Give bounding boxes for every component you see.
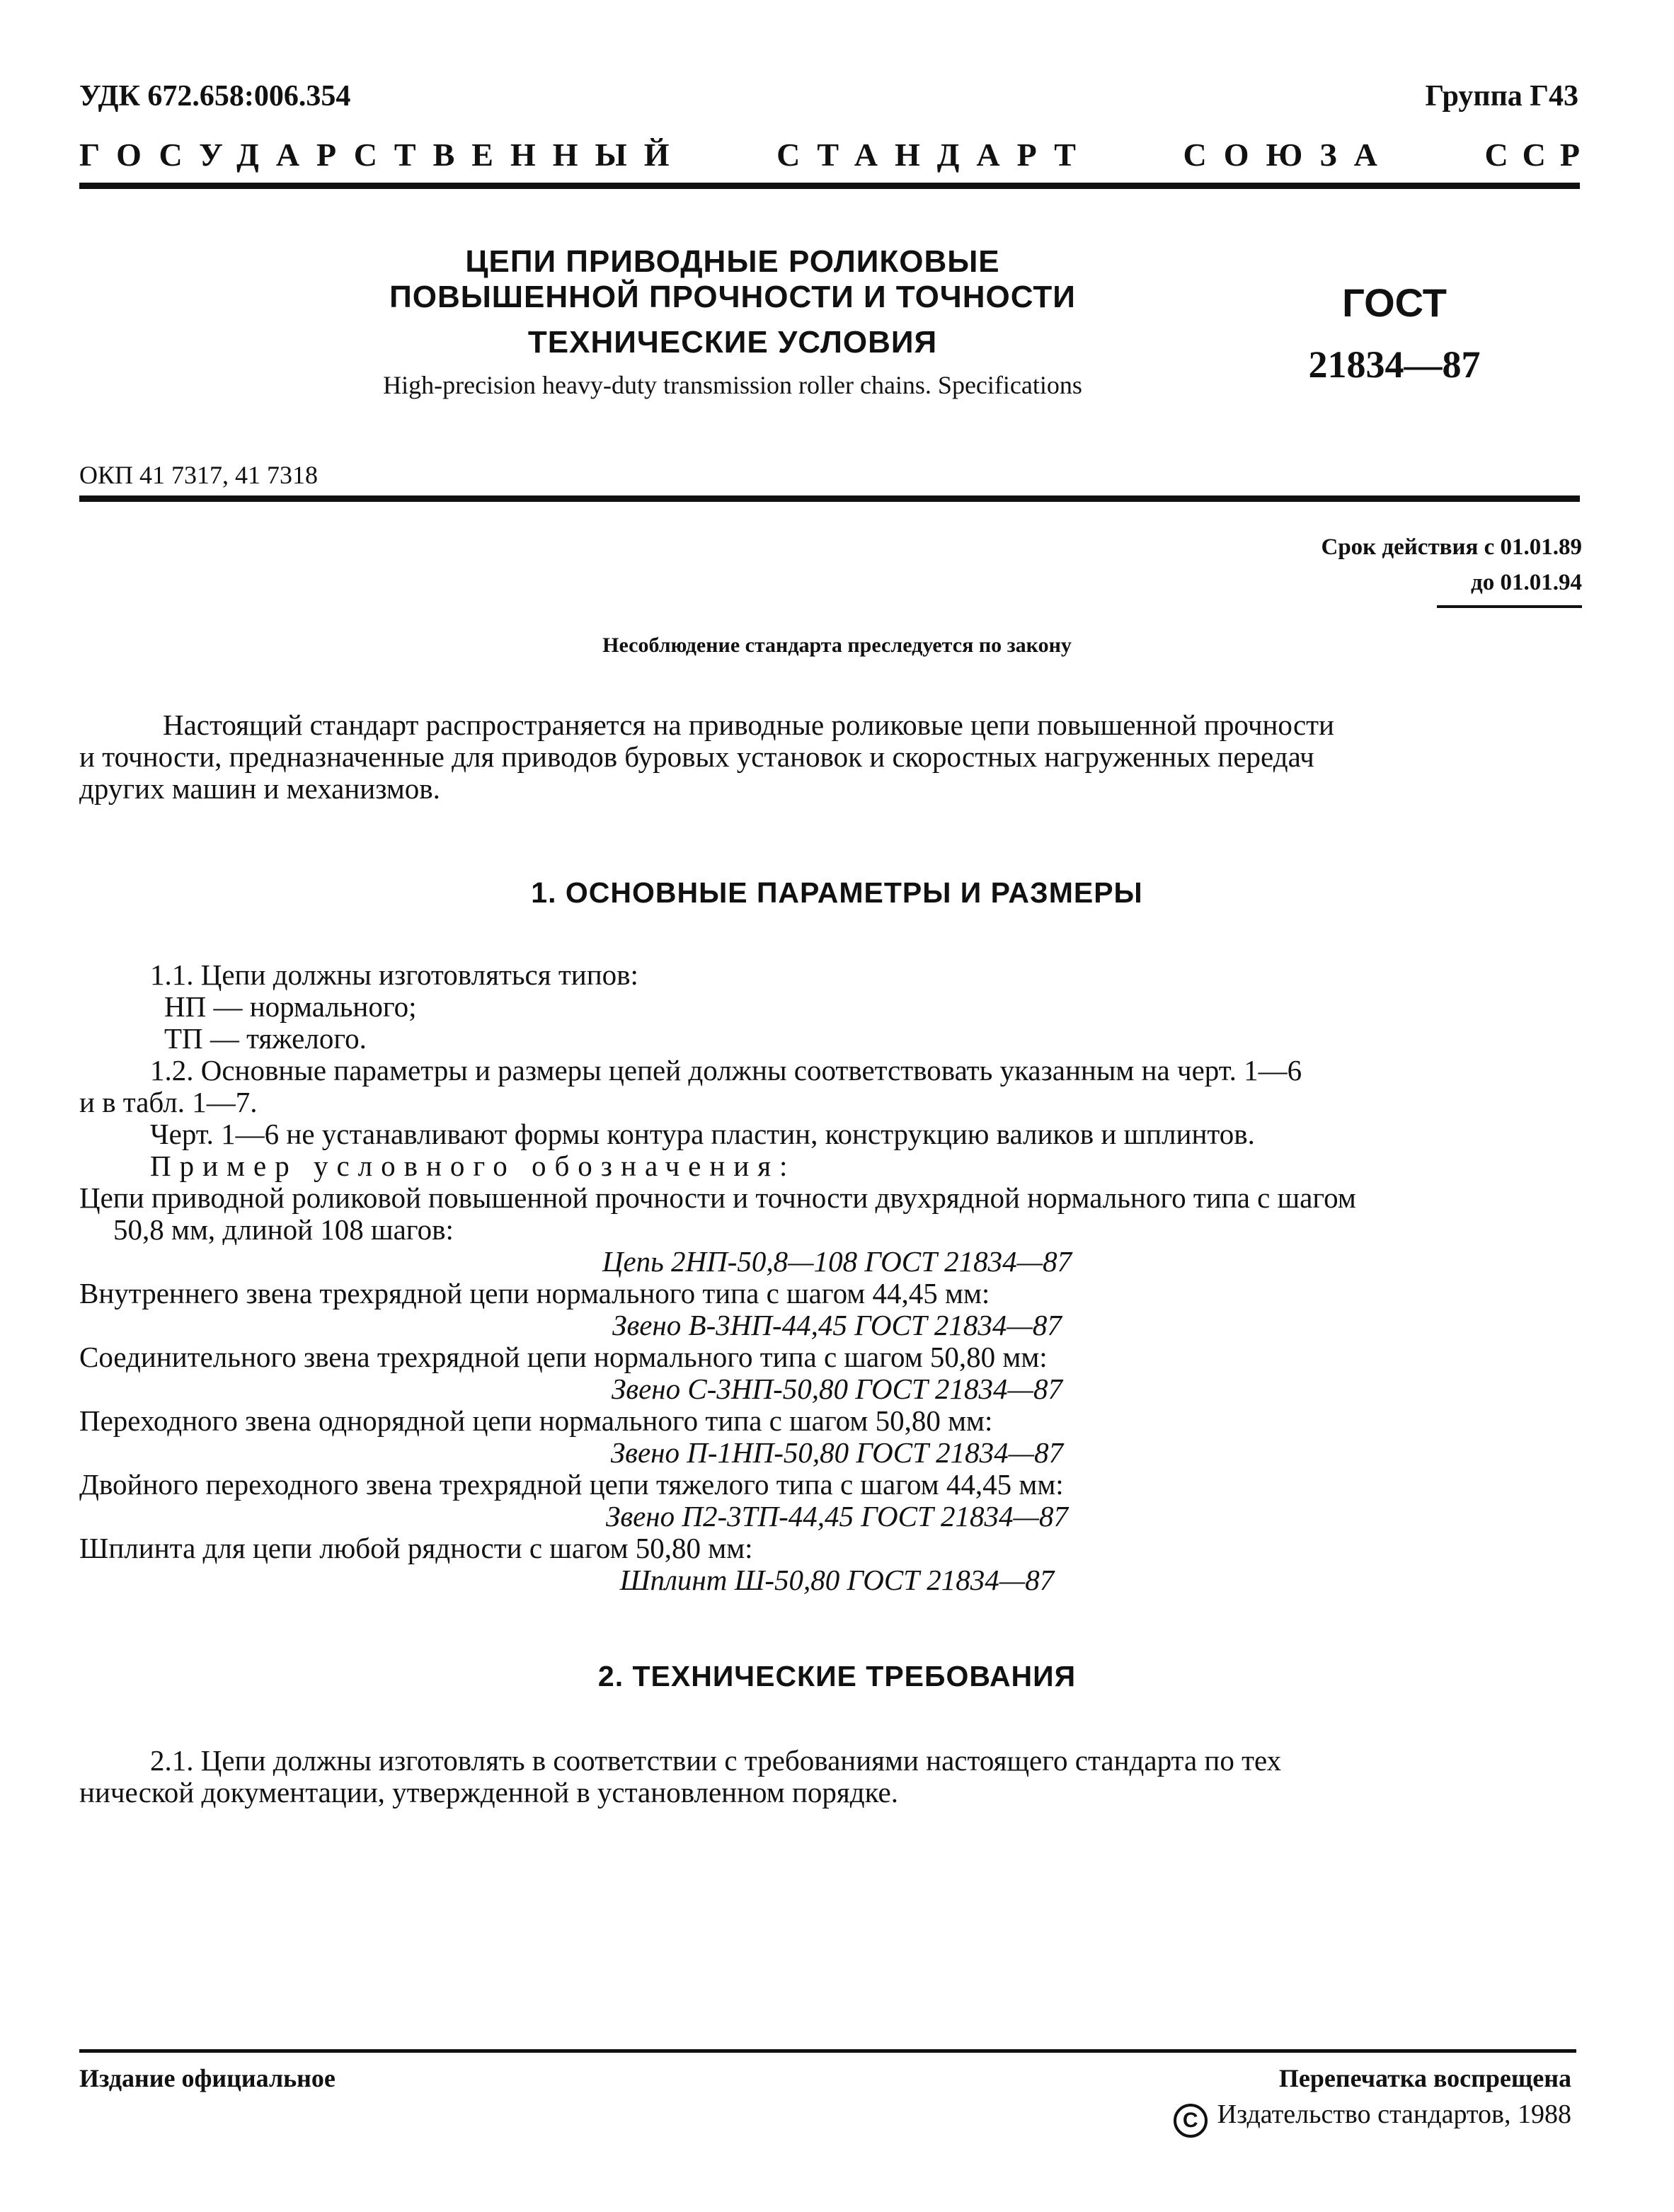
clause-1-1: 1.1. Цепи должны изготовляться типов: — [150, 958, 638, 991]
example-4-text: Переходного звена однорядной цепи нормального типа с шагом 50,80 мм: — [79, 1404, 993, 1437]
intro-line-2: и точности, предназначенные для приводов буровых установок и скоростных нагруженных передач — [79, 740, 1314, 773]
intro-line-3: других машин и механизмов. — [79, 772, 440, 805]
udk-code: УДК 672.658:006.354 — [79, 80, 351, 113]
official-edition: Издание официальное — [79, 2064, 336, 2092]
section-1-heading: 1. ОСНОВНЫЕ ПАРАМЕТРЫ И РАЗМЕРЫ — [531, 876, 1143, 909]
state-standard-banner — [79, 136, 1594, 173]
banner-word-4: ССР — [1484, 137, 1594, 173]
gost-number: 21834—87 — [1308, 343, 1481, 386]
example-1-code: Цепь 2НП-50,8—108 ГОСТ 21834—87 — [602, 1245, 1072, 1278]
banner-word-1: ГОСУДАРСТВЕННЫЙ — [79, 137, 687, 173]
type-np: НП — нормального; — [164, 990, 417, 1023]
footer-rule — [79, 2049, 1576, 2053]
example-1-line-1: Цепи приводной роликовой повышенной прочности и точности двухрядной нормального типа с шагом — [79, 1181, 1356, 1214]
validity-to: до 01.01.94 — [1471, 570, 1582, 595]
banner-word-2: СТАНДАРТ — [776, 137, 1093, 173]
title-line-3: ТЕХНИЧЕСКИЕ УСЛОВИЯ — [527, 325, 938, 360]
example-2-text: Внутреннего звена трехрядной цепи нормального типа с шагом 44,45 мм: — [79, 1277, 990, 1310]
example-5-text: Двойного переходного звена трехрядной цепи тяжелого типа с шагом 44,45 мм: — [79, 1468, 1064, 1501]
title-line-2: ПОВЫШЕННОЙ ПРОЧНОСТИ И ТОЧНОСТИ — [389, 280, 1076, 314]
example-5-code: Звено П2-3ТП-44,45 ГОСТ 21834—87 — [606, 1500, 1068, 1532]
example-6-text: Шплинта для цепи любой рядности с шагом 50,80 мм: — [79, 1532, 753, 1564]
title-english: High-precision heavy-duty transmission roller chains. Specifications — [383, 371, 1082, 399]
clause-2-1-line-2: нической документации, утвержденной в установленном порядке. — [79, 1776, 898, 1809]
publisher-text: Издательство стандартов, 1988 — [1217, 2099, 1571, 2129]
title-line-1: ЦЕПИ ПРИВОДНЫЕ РОЛИКОВЫЕ — [465, 244, 1000, 279]
validity-from: Срок действия с 01.01.89 — [1321, 534, 1582, 560]
example-1-line-2: 50,8 мм, длиной 108 шагов: — [113, 1213, 454, 1246]
gost-designation — [1267, 280, 1522, 386]
document-title — [219, 244, 1246, 400]
section-2-heading: 2. ТЕХНИЧЕСКИЕ ТРЕБОВАНИЯ — [597, 1660, 1077, 1692]
drawing-note: Черт. 1—6 не устанавливают формы контура пластин, конструкцию валиков и шплинтов. — [150, 1118, 1255, 1150]
validity-rule — [1437, 605, 1582, 608]
clause-1-2-line-1: 1.2. Основные параметры и размеры цепей должны соответствовать указанным на черт. 1—6 — [150, 1054, 1302, 1087]
example-3-code: Звено С-3НП-50,80 ГОСТ 21834—87 — [611, 1373, 1062, 1405]
example-2-code: Звено В-3НП-44,45 ГОСТ 21834—87 — [612, 1309, 1062, 1341]
type-tp: ТП — тяжелого. — [164, 1022, 367, 1055]
gost-label: ГОСТ — [1342, 280, 1447, 325]
example-3-text: Соединительного звена трехрядной цепи нормального типа с шагом 50,80 мм: — [79, 1341, 1048, 1373]
clause-1-2-line-2: и в табл. 1—7. — [79, 1086, 258, 1118]
law-notice: Несоблюдение стандарта преследуется по закону — [602, 634, 1072, 657]
intro-text-1: Настоящий стандарт распространяется на приводные роликовые цепи повышенной прочности — [163, 709, 1334, 741]
intro-line-1 — [79, 709, 1580, 741]
example-6-code: Шплинт Ш-50,80 ГОСТ 21834—87 — [619, 1564, 1055, 1596]
banner-word-3: СОЮЗА — [1183, 137, 1394, 173]
copyright-icon: C — [1174, 2104, 1208, 2138]
okp-rule — [79, 495, 1580, 502]
okp-code: ОКП 41 7317, 41 7318 — [79, 461, 319, 489]
clause-2-1-line-1: 2.1. Цепи должны изготовлять в соответствии с требованиями настоящего стандарта по тех — [150, 1744, 1282, 1777]
header-rule — [79, 183, 1580, 189]
example-4-code: Звено П-1НП-50,80 ГОСТ 21834—87 — [610, 1436, 1064, 1469]
example-label: Пример условного обозначения: — [150, 1150, 796, 1182]
reprint-notice: Перепечатка воспрещена — [1278, 2064, 1571, 2092]
publisher-line — [1174, 2099, 1571, 2138]
group-code: Группа Г43 — [1425, 80, 1578, 113]
